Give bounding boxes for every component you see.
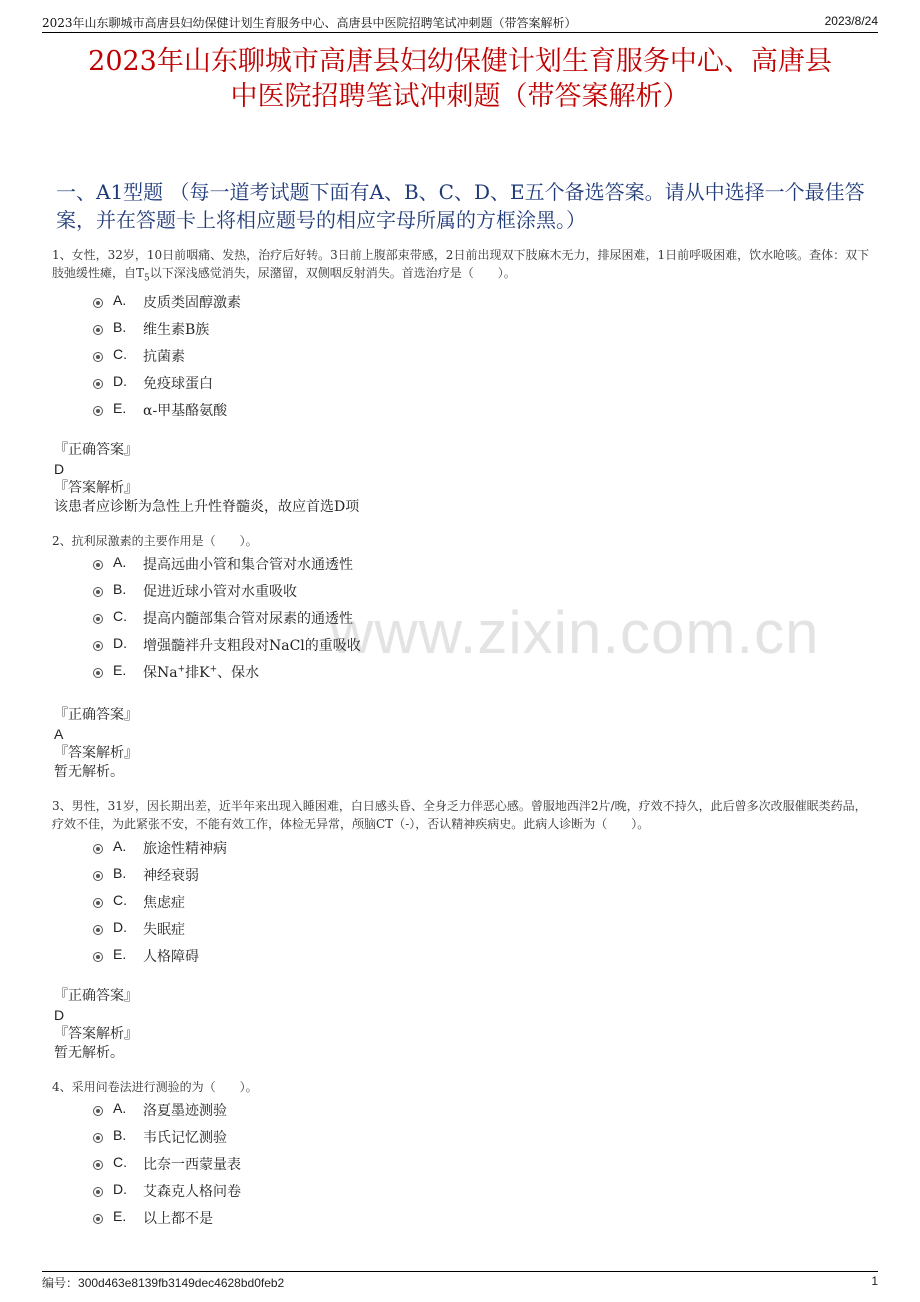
analysis-text: 该患者应诊断为急性上升性脊髓炎，故应首选D项 [54, 499, 360, 515]
correct-answer-label: 『正确答案』 [54, 707, 138, 723]
option-superscript: + [177, 664, 186, 675]
option-text-part: 保Na [143, 665, 178, 681]
question-3-answer-block [54, 987, 138, 1063]
analysis-label: 『答案解析』 [54, 1026, 138, 1042]
page-footer [42, 1271, 878, 1290]
radio-icon[interactable] [93, 298, 103, 308]
option-text: 韦氏记忆测验 [143, 1130, 227, 1146]
option-letter: A. [113, 838, 127, 854]
option-text: 艾森克人格问卷 [143, 1184, 241, 1200]
option-text: 神经衰弱 [143, 868, 199, 884]
radio-icon[interactable] [93, 925, 103, 935]
radio-icon[interactable] [93, 898, 103, 908]
option-text: α-甲基酪氨酸 [143, 403, 228, 419]
option-letter: E. [113, 662, 127, 678]
option-letter: E. [113, 946, 127, 962]
radio-icon[interactable] [93, 325, 103, 335]
header-doc-title: 2023年山东聊城市高唐县妇幼保健计划生育服务中心、高唐县中医院招聘笔试冲刺题（带答案解析） [42, 16, 577, 30]
radio-icon[interactable] [93, 379, 103, 389]
radio-icon[interactable] [93, 1160, 103, 1170]
radio-icon[interactable] [93, 614, 103, 624]
option-text: 比奈一西蒙量表 [143, 1157, 241, 1173]
option-letter: D. [113, 1181, 127, 1197]
radio-icon[interactable] [93, 587, 103, 597]
correct-answer-value: D [54, 461, 65, 477]
radio-icon[interactable] [93, 1106, 103, 1116]
footer-page-number: 1 [871, 1274, 878, 1288]
option-letter: B. [113, 1127, 127, 1143]
radio-icon[interactable] [93, 1133, 103, 1143]
option-letter: D. [113, 635, 127, 651]
option-letter: A. [113, 554, 127, 570]
option-letter: E. [113, 400, 127, 416]
option-text: 人格障碍 [143, 949, 199, 965]
question-2-stem: 2、抗利尿激素的主要作用是（ ）。 [52, 534, 258, 548]
question-4-stem: 4、采用问卷法进行测验的为（ ）。 [52, 1080, 258, 1094]
option-letter: B. [113, 581, 127, 597]
option-text: 提高内髓部集合管对尿素的通透性 [143, 611, 353, 627]
question-2-answer-block [54, 706, 138, 782]
radio-icon[interactable] [93, 871, 103, 881]
analysis-text: 暂无解析。 [54, 1045, 124, 1061]
option-text: 洛夏墨迹测验 [143, 1103, 227, 1119]
option-text: 失眠症 [143, 922, 185, 938]
option-text [143, 662, 259, 682]
question-1-stem-subscript: 5 [144, 273, 150, 284]
option-text: 提高远曲小管和集合管对水通透性 [143, 557, 353, 573]
option-letter: A. [113, 1100, 127, 1116]
correct-answer-label: 『正确答案』 [54, 442, 138, 458]
option-text: 旅途性精神病 [143, 841, 227, 857]
option-letter: D. [113, 919, 127, 935]
question-1-answer-block [54, 441, 359, 517]
header-date: 2023/8/24 [824, 14, 878, 28]
option-text: 以上都不是 [143, 1211, 213, 1227]
question-1-stem [52, 246, 872, 287]
title-line-1: 2023年山东聊城市高唐县妇幼保健计划生育服务中心、高唐县 [88, 46, 832, 77]
option-text-part: 、保水 [217, 665, 260, 681]
option-text: 免疫球蛋白 [143, 376, 213, 392]
analysis-text: 暂无解析。 [54, 764, 124, 780]
analysis-label: 『答案解析』 [54, 480, 138, 496]
radio-icon[interactable] [93, 1187, 103, 1197]
option-letter: D. [113, 373, 127, 389]
correct-answer-value: A [54, 726, 64, 742]
footer-code [42, 1274, 284, 1291]
analysis-label: 『答案解析』 [54, 745, 138, 761]
page-header [42, 12, 878, 33]
question-3-stem: 3、男性，31岁，因长期出差，近半年来出现入睡困难，白日感头昏、全身乏力伴恶心感。曾服地西泮2片/晚，疗效不持久，此后曾多次改服催眠类药品，疗效不佳，为此紧张不安，不能有效工作，体检无异常，颅脑CT（-），否认精神疾病史。此病人诊断为（ ）。 [52, 799, 867, 831]
option-text-part: 排K [185, 665, 210, 681]
option-letter: A. [113, 292, 127, 308]
option-letter: C. [113, 346, 127, 362]
option-letter: E. [113, 1208, 127, 1224]
radio-icon[interactable] [93, 406, 103, 416]
radio-icon[interactable] [93, 560, 103, 570]
footer-code-label: 编号： [42, 1276, 79, 1290]
radio-icon[interactable] [93, 352, 103, 362]
option-text: 抗菌素 [143, 349, 185, 365]
radio-icon[interactable] [93, 952, 103, 962]
option-letter: C. [113, 892, 127, 908]
watermark: www.zixin.com.cn [330, 599, 820, 666]
radio-icon[interactable] [93, 668, 103, 678]
title-line-2: 中医院招聘笔试冲刺题（带答案解析） [230, 81, 690, 112]
correct-answer-value: D [54, 1007, 65, 1023]
option-text: 维生素B族 [143, 322, 210, 338]
radio-icon[interactable] [93, 641, 103, 651]
option-superscript: + [209, 664, 218, 675]
question-1-stem-b: 以下深浅感觉消失，尿潴留，双侧咽反射消失。首选治疗是（ ）。 [149, 266, 516, 280]
option-text: 增强髓袢升支粗段对NaCl的重吸收 [143, 638, 361, 654]
option-text: 皮质类固醇激素 [143, 295, 241, 311]
option-letter: C. [113, 608, 127, 624]
option-letter: B. [113, 319, 127, 335]
option-letter: B. [113, 865, 127, 881]
radio-icon[interactable] [93, 1214, 103, 1224]
radio-icon[interactable] [93, 844, 103, 854]
section-heading: 一、A1型题 （每一道考试题下面有A、B、C、D、E五个备选答案。请从中选择一个最佳答案，并在答题卡上将相应题号的相应字母所属的方框涂黑。） [56, 180, 865, 232]
document-title [30, 44, 890, 114]
option-text: 焦虑症 [143, 895, 185, 911]
footer-code-value: 300d463e8139fb3149dec4628bd0feb2 [78, 1276, 285, 1290]
option-letter: C. [113, 1154, 127, 1170]
option-text: 促进近球小管对水重吸收 [143, 584, 297, 600]
correct-answer-label: 『正确答案』 [54, 988, 138, 1004]
question-1-stem-a: 1、女性，32岁，10日前咽痛、发热，治疗后好转。3日前上腹部束带感，2日前出现双下肢麻木无力，排尿困难，1日前呼吸困难，饮水呛咳。查体：双下肢弛缓性瘫，自T [52, 248, 870, 280]
